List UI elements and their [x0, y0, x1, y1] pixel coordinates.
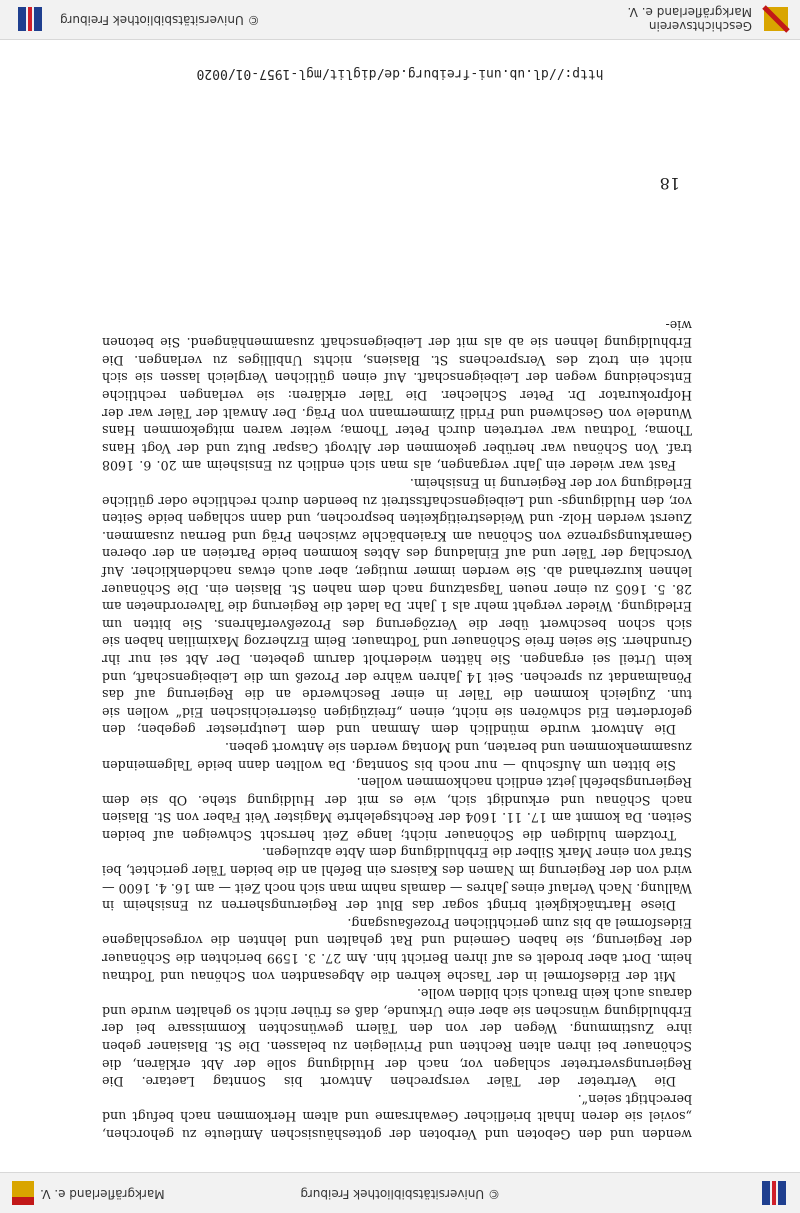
header-society-name: Markgräflerland e. V.: [40, 1187, 165, 1201]
paragraph: Diese Hartnäckigkeit bringt sogar das Blut der Regierungsherren zu Ensisheim in Wallung. Nach Verlauf eines Jahres — damals nahm man sich noch Zeit — am 16. 4. 1600 — wird von der Regierung im Namen des Kaisers ein Befehl an die beiden Täler gerichtet, bei Straf von einer Mark Silber die Erbhuldigung dem Abte abzulegen.: [102, 845, 692, 914]
paragraph: Sie bitten um Aufschub — nur noch bis Sonntag. Da wollten dann beide Talgemeinden zusammenkommen und beraten, und Montag werden sie Antwort geben.: [102, 739, 692, 773]
page-number: 18: [659, 174, 680, 193]
library-logo-icon: [754, 1179, 790, 1207]
article-body: [102, 316, 692, 1143]
society-crest-icon: [10, 1179, 36, 1207]
paragraph: Mit der Eidesformel in der Tasche kehren die Abgesandten von Schönau und Todtnau heim. Dort aber brodelt es auf ihren Bericht hin. Am 27. 3. 1599 berichten die Schönauer der Regierung, sie haben Gemeind und Rat gehalten und lehnten die vorgeschlagene Eidesformel ab bis zum gerichtlichen Prozeßausgang.: [102, 915, 692, 984]
society-crest-icon: [762, 5, 790, 33]
header-copyright: © Universitätsbibliothek Freiburg: [300, 1187, 500, 1201]
library-header: [0, 1172, 800, 1213]
footer-copyright: © Universitätsbibliothek Freiburg: [60, 13, 260, 27]
paragraph: Fast war wieder ein Jahr vergangen, als man sich endlich zu Ensisheim am 20. 6. 1608 traf. Von Schönau war herüber gekommen der Altvogt Caspar Butz und der Vogt Hans Thoma; Todtnau war vertreten durch Peter Thoma; weiter waren mitgekommen Hans Wundele von Geschwend und Fridli Zimmermann von Präg. Der Anwalt der Täler war der Hofprokurator Dr. Peter Schlecher. Die Täler erklären: sie verlangen rechtliche Entscheidung wegen der Leibeigenschaft. Auf einen gütlichen Vergleich lassen sie sich nicht ein trotz des Versprechens St. Blasiens, nichts Unbilliges zu verlangen. Die Erbhuldigung lehnen sie ab als mit der Leibeigenschaft zusammenhängend. Sie betonen wie-: [102, 317, 692, 474]
library-logo-icon: [10, 5, 46, 33]
paragraph: Die Vertreter der Täler versprechen Antwort bis Sonntag Laetare. Die Regierungsvertreter schlagen vor, nach der Huldigung solle der Abt erklären, die Schönauer bei ihren alten Rechten und Privilegien zu belassen. Die St. Blasianer geben ihre Zustimmung. Wegen der von den Tälern gewünschten Kommissare bei der Erbhuldigung wünschen sie aber eine Urkunde, daß es früher nicht so gehalten wurde und daraus auch kein Brauch sich bilden wolle.: [102, 986, 692, 1090]
permalink-url[interactable]: http://dl.ub.uni-freiburg.de/diglit/mgl-1957-01/0020: [196, 66, 604, 81]
footer-society-name: Geschichtsverein Markgräflerland e. V.: [627, 5, 752, 33]
library-footer: [0, 0, 800, 40]
paragraph: Trotzdem huldigen die Schönauer nicht; lange Zeit herrscht Schweigen auf beiden Seiten. Da kommt am 17. 11. 1604 der Rechtsgelehrte Magister Veit Faber von St. Blasien nach Schönau und erkundigt sich, wie es mit der Huldigung stehe. Ob sie dem Regierungsbefehl jetzt endlich nachkommen wollen.: [102, 775, 692, 843]
paragraph: wenden und den Geboten und Verboten der gotteshäusischen Amtleute zu gehorchen, „soviel sie deren Inhalt brieflicher Gewahrsame und altem Herkommen nach befugt und berechtigt seien“.: [102, 1091, 692, 1142]
paragraph: Die Antwort wurde mündlich dem Amman und dem Leutpriester gegeben; den geforderten Eid schwören sie nicht, einen „freizügigen österreichischen Eid“ wollen sie tun. Zugleich kommen die Täler in einer Beschwerde an die Regierung auf das Pönalmandat zu sprechen. Seit 14 Jahren währe der Prozeß um die Leibeigenschaft, und kein Urteil sei ergangen. Sie hätten wiederholt darum gebeten. Der Abt sei nur ihr Grundherr. Sie seien freie Schönauer und Todtnauer. Beim Erzherzog Maximilian haben sie sich schon beschwert über die Verzögerung des Prozeßverfahrens. Sie bitten um Erledigung. Wieder vergeht mehr als 1 Jahr. Da ladet die Regierung die Talverordneten am 28. 5. 1605 zu einer neuen Tagsatzung nach dem nahen St. Blasien ein. Die Schönauer lehnen kurzerhand ab. Sie werden immer mutiger, aber auch etwas nachdenklicher. Auf Vorschlag der Täler und auf Einladung des Abtes kommen beide Parteien an der oberen Gemarkungsgrenze von Schönau am Kraienbächle zwischen Präg und Bernau zusammen. Zuerst werden Holz- und Weidestreitigkeiten besprochen, und dann schlagen beide Seiten vor, den Huldigungs- und Leibeigenschaftsstreit zu beenden durch rechtliche oder gütliche Erledigung vor der Regierung in Ensisheim.: [102, 476, 692, 738]
